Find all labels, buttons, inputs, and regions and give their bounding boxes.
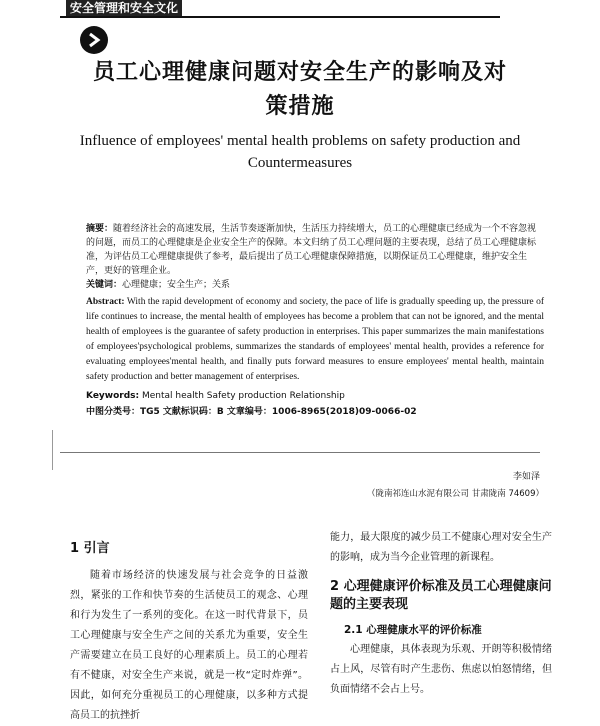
header-rule (60, 16, 500, 18)
keywords-cn-label: 关键词： (86, 280, 123, 290)
right-column (330, 528, 552, 700)
abstract-cn-text: 随着经济社会的高速发展，生活节奏逐渐加快，生活压力持续增大，员工的心理健康已经成为一个不容忽视的问题，而员工的心理健康是企业安全生产的保障。本文归纳了员工心理问题的主要表现，总结了员工心理健康标准，为评估员工心理健康提供了参考，最后提出了员工心理健康保障措施，以期保证员工心理健康，维护安全生产，更好的管理企业。 (86, 224, 537, 276)
section-tag: 安全管理和安全文化 (66, 0, 182, 16)
title-english (60, 130, 540, 174)
keywords-en-label: Keywords: (86, 391, 140, 401)
title-cn-line-2: 策措施 (265, 94, 335, 119)
margin-mark (52, 430, 53, 470)
title-en-line-1: Influence of employees' mental health problems on safety production and (79, 133, 521, 149)
arrow-right-icon (80, 26, 108, 54)
keywords-en-text: Mental health Safety production Relationship (142, 391, 345, 401)
abstract-en-label: Abstract: (86, 297, 125, 307)
author-name: 李如泽 (512, 472, 540, 482)
abstract-block (86, 222, 544, 419)
classification-meta: 中图分类号：TG5 文献标识码：B 文章编号：1006-8965(2018)09-0066-02 (86, 407, 417, 417)
keywords-cn-text: 心理健康；安全生产；关系 (122, 280, 231, 290)
section-2-1-paragraph: 心理健康，具体表现为乐观、开朗等积极情绪占上风，尽管有时产生悲伤、焦虑以怕怒情绪，但负面情绪不会占上号。 (330, 644, 552, 695)
author-affiliation: （陇南祁连山水泥有限公司 甘肃陇南 74609） (367, 489, 544, 499)
section-1-heading: 1 引言 (70, 541, 110, 556)
section-2-heading: 2 心理健康评价标准及员工心理健康问题的主要表现 (330, 579, 552, 612)
title-en-line-2: Countermeasures (247, 155, 353, 171)
intro-paragraph: 随着市场经济的快速发展与社会竞争的日益激烈，紧张的工作和快节奏的生活使员工的观念、心理和行为发生了一系列的变化。在这一时代背景下，员工心理健康与安全生产之间的关系尤为重要，安全生产需要建立在员工良好的心理素质上。员工的心理若有不健康，对安全生产来说，就是一枚“定时炸弹”。因此，如何充分重视员工的心理健康，以多种方式提高员工的抗挫折 (70, 570, 308, 721)
continued-paragraph: 能力，最大限度的减少员工不健康心理对安全生产的影响，成为当今企业管理的新课程。 (330, 532, 552, 563)
title-chinese (60, 56, 540, 124)
left-column (70, 540, 308, 726)
section-2-1-heading: 2.1 心理健康水平的评价标准 (344, 624, 482, 636)
abstract-en-text: With the rapid development of economy and society, the pace of life is gradually speeding up, the pressure of life continues to increase, the mental health of employees has become a problem that can not be ignored, and the mental health of employees is the guarantee of safety production in enterprises. This paper summarizes the main manifestations of employees'psychological problems, summarizes the standards of employees' mental health, provides a reference for evaluating employees'mental health, and finally puts forward measures to ensure employees' mental health, maintain safety production and better management of enterprises. (86, 297, 544, 382)
title-cn-line-1: 员工心理健康问题对安全生产的影响及对 (92, 60, 507, 85)
abstract-cn-label: 摘要： (86, 224, 114, 234)
divider-rule (60, 452, 540, 453)
